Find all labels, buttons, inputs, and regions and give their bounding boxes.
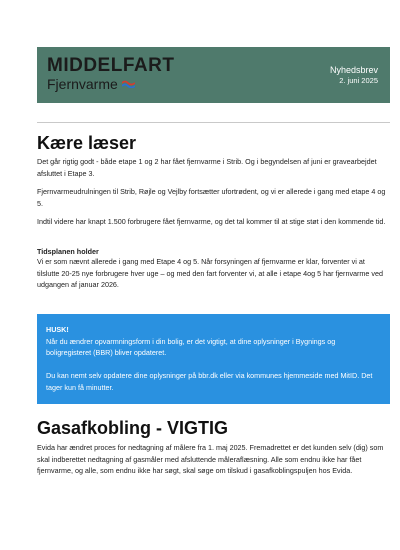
callout-paragraph-update: Du kan nemt selv opdatere dine oplysninger på bbr.dk eller via kommunes hjemmeside med MitID. Det tager kun få minutter. [46,371,373,392]
flame-wave-icon [122,80,135,88]
newsletter-header [37,47,390,103]
paragraph-rollout: Fjernvarmeudrulningen til Strib, Røjle og Vejlby fortsætter ufortrødent, og vi er allerede i gang med etape 4 og 5. [37,187,386,208]
reminder-callout [37,314,390,404]
callout-paragraph-bbr: Når du ændrer opvarmningsform i din bolig, er det vigtigt, at dine oplysninger i Bygnings og boligregisteret (BBR) bliver opdateret. [46,336,336,357]
divider [37,122,390,123]
company-logo [47,56,174,91]
issue-kind: Nyhedsbrev [329,65,378,75]
logo-text-top: MIDDELFART [47,55,175,76]
paragraph-consumers: Indtil videre har knapt 1.500 forbrugere fået fjernvarme, og det tal kommer til at stige støt i den kommende tid. [37,217,386,226]
section-title-greeting: Kære læser [37,133,137,153]
paragraph-gas: Evida har ændret proces for nedtagning af målere fra 1. maj 2025. Fremadrettet er det kunden selv (dig) som skal indberettet nedtagning af gasmåler med afsluttende måleraflæsning. Alle som endnu ikke har fået fjernvarme, og alle, som endnu ikke har søgt, skal søge om tilskud i gasafkoblingspuljen hos Evida. [37,443,384,475]
callout-title: HUSK! [46,325,69,334]
logo-text-bottom: Fjernvarme [47,76,118,92]
issue-info [330,65,378,86]
issue-date: 2. juni 2025 [339,76,378,85]
paragraph-intro: Det går rigtig godt - både etape 1 og 2 har fået fjernvarme i Strib. Og i begyndelsen af juni er gravearbejdet afsluttet i Etape 3. [37,157,377,178]
subheading-schedule: Tidsplanen holder [37,247,99,256]
section-title-gas: Gasafkobling - VIGTIG [37,418,229,438]
paragraph-schedule: Vi er som nævnt allerede i gang med Etape 4 og 5. Når forsyningen af fjernvarme er klar, forventer vi at tilslutte 20-25 nye forbrugere hver uge – og med den fart forventer vi, at alle i etape 4og 5 har fjernvarme ved udgangen af januar 2026. [37,257,383,289]
